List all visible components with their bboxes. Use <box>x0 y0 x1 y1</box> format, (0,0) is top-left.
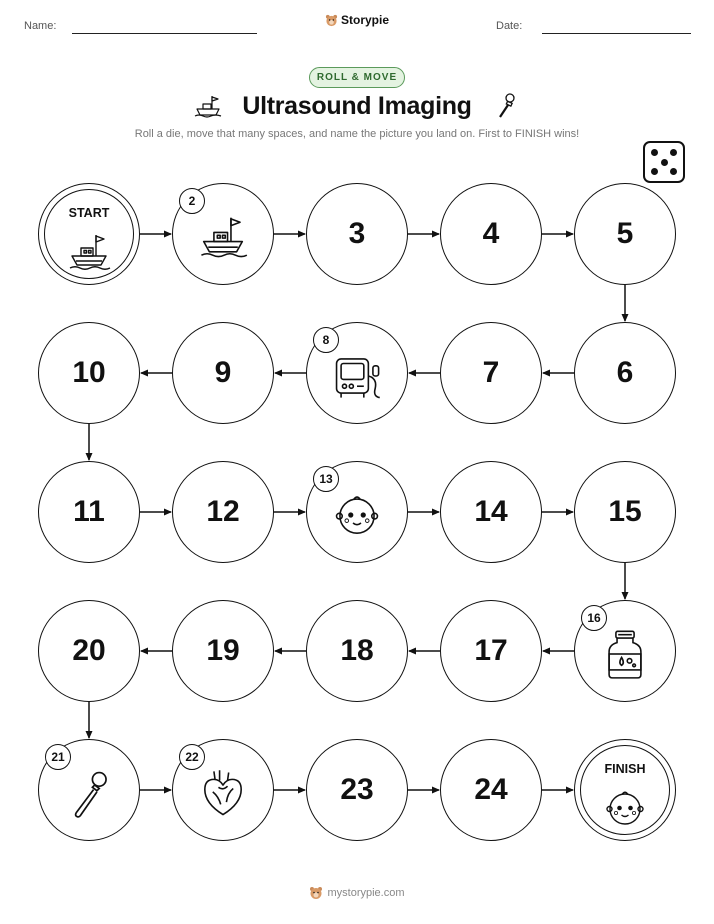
board-space-18[interactable] <box>306 600 408 702</box>
space-number: 14 <box>474 495 508 528</box>
footer <box>0 886 714 900</box>
baby-face-icon <box>332 490 382 540</box>
boat-icon <box>198 212 248 262</box>
space-number: 5 <box>616 217 634 250</box>
start-space[interactable] <box>38 183 140 285</box>
space-number-badge: 22 <box>179 744 205 770</box>
space-number-badge: 8 <box>313 327 339 353</box>
space-number: 12 <box>206 495 240 528</box>
start-label: START <box>68 206 110 220</box>
brand-name: Storypie <box>341 13 390 27</box>
board-space-19[interactable] <box>172 600 274 702</box>
board-space-12[interactable] <box>172 461 274 563</box>
ultrasound-probe-icon <box>64 768 114 818</box>
space-number: 15 <box>608 495 642 528</box>
space-number: 20 <box>72 634 106 667</box>
board-space-22[interactable] <box>172 739 274 841</box>
board-space-6[interactable] <box>574 322 676 424</box>
board-space-8[interactable] <box>306 322 408 424</box>
baby-face-icon <box>603 786 647 830</box>
space-number-badge: 13 <box>313 466 339 492</box>
heart-icon <box>198 768 248 818</box>
page-title: Ultrasound Imaging <box>242 92 472 120</box>
name-label: Name: <box>24 20 57 32</box>
space-number: 6 <box>616 356 634 389</box>
space-number-badge: 2 <box>179 188 205 214</box>
space-number: 17 <box>474 634 508 667</box>
board-space-21[interactable] <box>38 739 140 841</box>
boat-icon <box>67 230 111 274</box>
space-number: 19 <box>206 634 240 667</box>
game-type-badge: ROLL & MOVE <box>309 67 405 88</box>
board-space-15[interactable] <box>574 461 676 563</box>
instructions: Roll a die, move that many spaces, and name the picture you land on. First to FINISH wins! <box>134 128 580 140</box>
board-space-20[interactable] <box>38 600 140 702</box>
footer-url: mystorypie.com <box>327 887 405 899</box>
space-number: 7 <box>482 356 500 389</box>
date-label: Date: <box>496 20 523 32</box>
board-space-5[interactable] <box>574 183 676 285</box>
ultrasound-machine-icon <box>332 351 382 401</box>
board-space-7[interactable] <box>440 322 542 424</box>
board-space-17[interactable] <box>440 600 542 702</box>
bear-icon <box>309 886 323 900</box>
space-number: 23 <box>340 773 374 806</box>
space-number: 4 <box>482 217 500 250</box>
board-space-2[interactable] <box>172 183 274 285</box>
board-space-13[interactable] <box>306 461 408 563</box>
space-number: 3 <box>348 217 366 250</box>
finish-space[interactable] <box>574 739 676 841</box>
board-space-9[interactable] <box>172 322 274 424</box>
board-space-24[interactable] <box>440 739 542 841</box>
board-space-4[interactable] <box>440 183 542 285</box>
board-space-3[interactable] <box>306 183 408 285</box>
space-number: 18 <box>340 634 374 667</box>
gel-bottle-icon <box>600 629 650 679</box>
finish-label: FINISH <box>604 762 646 776</box>
space-number-badge: 21 <box>45 744 71 770</box>
space-number-badge: 16 <box>581 605 607 631</box>
board-space-14[interactable] <box>440 461 542 563</box>
board-space-11[interactable] <box>38 461 140 563</box>
space-number: 24 <box>474 773 508 806</box>
space-number: 9 <box>214 356 232 389</box>
board-space-16[interactable] <box>574 600 676 702</box>
board-space-23[interactable] <box>306 739 408 841</box>
space-number: 11 <box>73 495 105 528</box>
board-space-10[interactable] <box>38 322 140 424</box>
space-number: 10 <box>72 356 106 389</box>
